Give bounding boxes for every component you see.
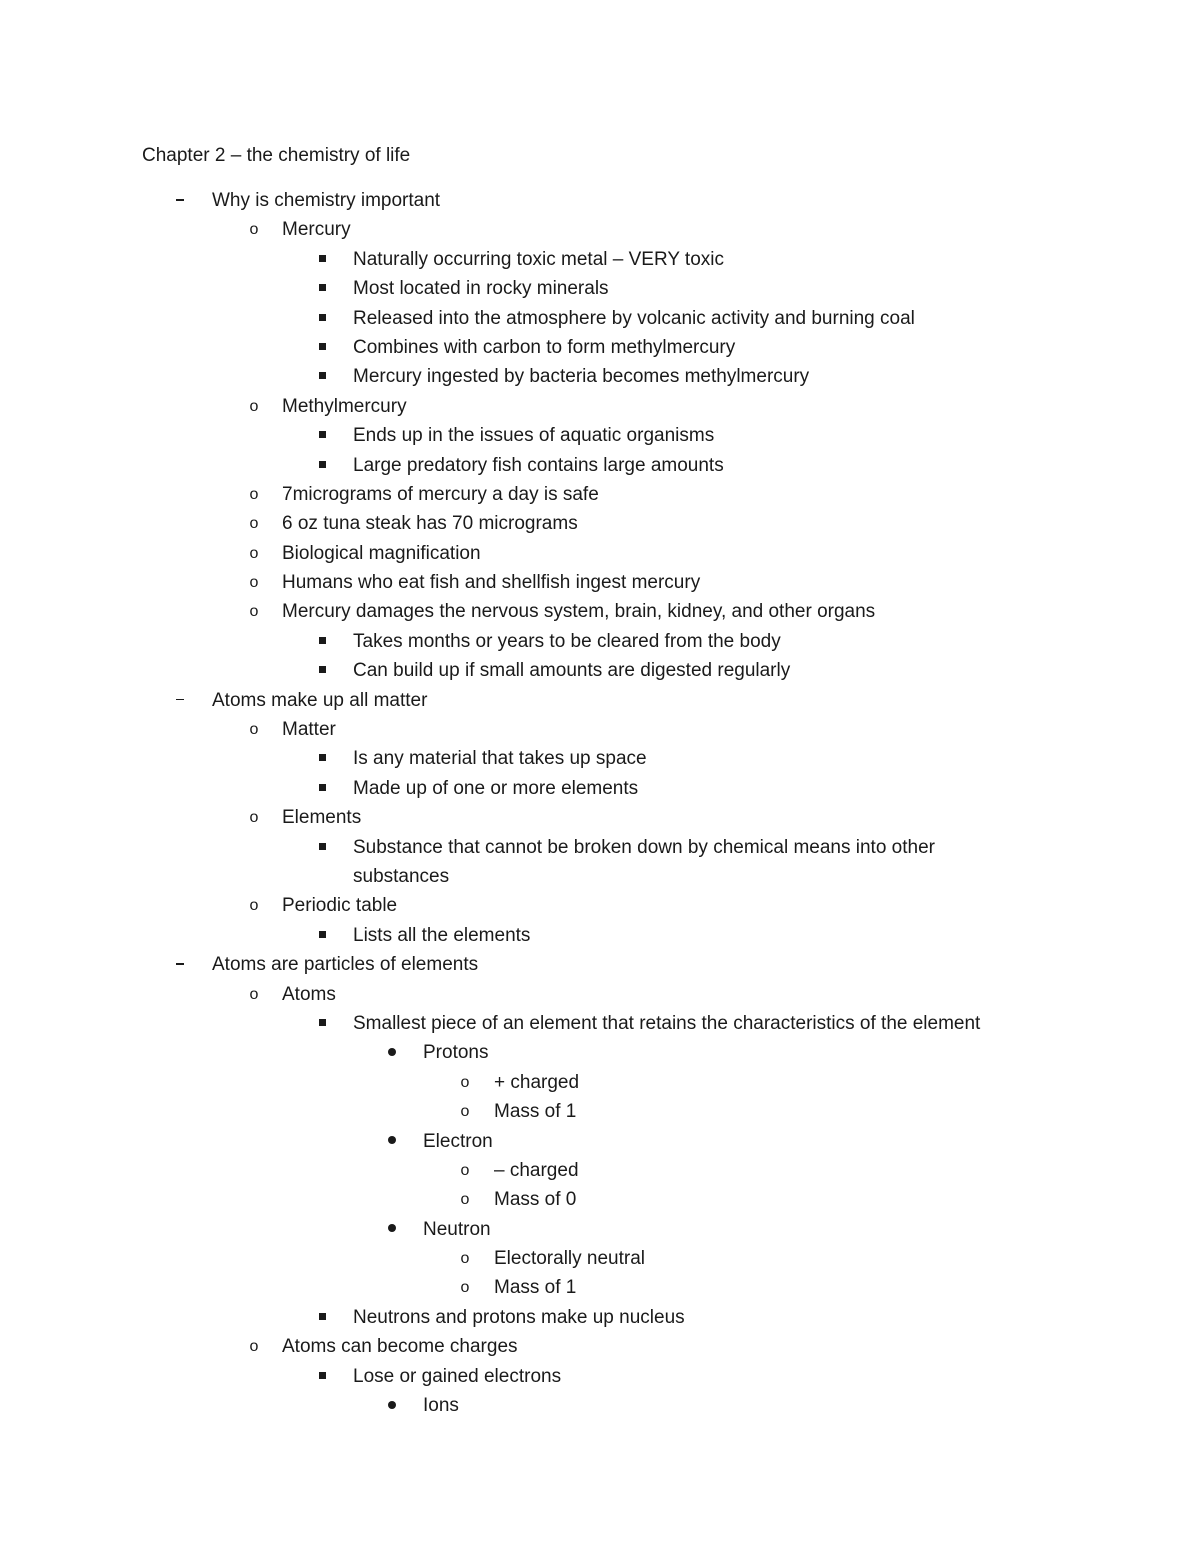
outline-item-level-3 (0, 1362, 1200, 1391)
outline-item-level-3 (0, 333, 1200, 362)
outline-item-level-2 (0, 480, 1200, 509)
page-title: Chapter 2 – the chemistry of life (142, 145, 411, 166)
outline-item-text: Can build up if small amounts are digested regularly (353, 660, 791, 682)
outline-item-text: Atoms (282, 983, 336, 1005)
outline-item-level-4 (0, 1038, 1200, 1067)
outline-item-text: Neutrons and protons make up nucleus (353, 1306, 685, 1328)
outline-item-level-1 (0, 950, 1200, 979)
square-bullet-icon (310, 921, 334, 950)
outline-item-level-2 (0, 803, 1200, 832)
hollow-o-bullet-icon: o (460, 1279, 470, 1297)
outline-item-text: Combines with carbon to form methylmercury (353, 336, 736, 358)
outline-item-level-2 (0, 509, 1200, 538)
outline-item-text: Made up of one or more elements (353, 777, 639, 799)
outline-item-level-3 (0, 451, 1200, 480)
outline-item-text: Mass of 1 (494, 1277, 577, 1299)
square-bullet-icon (310, 833, 334, 862)
outline-item-level-2 (0, 715, 1200, 744)
notes-outline (0, 186, 1200, 1420)
outline-item-level-3 (0, 744, 1200, 773)
outline-item-level-5 (0, 1244, 1200, 1273)
dash-bullet-icon (168, 186, 192, 215)
outline-item-level-5 (0, 1156, 1200, 1185)
outline-item-level-1 (0, 686, 1200, 715)
hollow-o-bullet-icon: o (460, 1250, 470, 1268)
outline-item-text: Mass of 1 (494, 1101, 577, 1123)
outline-item-text: Lists all the elements (353, 924, 531, 946)
outline-item-text: Matter (282, 719, 336, 741)
outline-item-level-2 (0, 215, 1200, 244)
outline-item-level-3 (0, 245, 1200, 274)
outline-item-text: Elements (282, 807, 362, 829)
square-bullet-icon (310, 362, 334, 391)
hollow-o-bullet-icon: o (460, 1103, 470, 1121)
outline-item-text: Atoms are particles of elements (212, 954, 479, 976)
outline-item-text: Most located in rocky minerals (353, 278, 609, 300)
outline-item-text: Is any material that takes up space (353, 748, 647, 770)
outline-item-text: Ends up in the issues of aquatic organisms (353, 425, 715, 447)
outline-item-text: Electron (423, 1130, 493, 1152)
outline-item-text: Atoms can become charges (282, 1336, 518, 1358)
hollow-o-bullet-icon: o (249, 544, 259, 562)
square-bullet-icon (310, 1009, 334, 1038)
outline-item-text: + charged (494, 1071, 580, 1093)
outline-item-level-2 (0, 568, 1200, 597)
outline-item-level-3 (0, 833, 1200, 892)
outline-item-level-5 (0, 1068, 1200, 1097)
hollow-o-bullet-icon: o (460, 1191, 470, 1209)
outline-item-text: Ions (423, 1395, 459, 1417)
square-bullet-icon (310, 245, 334, 274)
outline-item-level-4 (0, 1127, 1200, 1156)
outline-item-text: Neutron (423, 1218, 491, 1240)
outline-item-level-5 (0, 1185, 1200, 1214)
square-bullet-icon (310, 1362, 334, 1391)
outline-item-text: Lose or gained electrons (353, 1365, 562, 1387)
outline-item-level-2 (0, 980, 1200, 1009)
outline-item-text: 7micrograms of mercury a day is safe (282, 483, 599, 505)
square-bullet-icon (310, 451, 334, 480)
outline-item-text: Naturally occurring toxic metal – VERY toxic (353, 248, 725, 270)
outline-item-level-5 (0, 1273, 1200, 1302)
outline-item-level-3 (0, 421, 1200, 450)
outline-item-level-1 (0, 186, 1200, 215)
outline-item-level-5 (0, 1097, 1200, 1126)
dash-bullet-icon (168, 686, 192, 715)
outline-item-text: Humans who eat fish and shellfish ingest mercury (282, 572, 701, 594)
outline-item-level-3 (0, 921, 1200, 950)
hollow-o-bullet-icon: o (249, 897, 259, 915)
outline-item-level-2 (0, 891, 1200, 920)
round-bullet-icon (380, 1127, 404, 1156)
hollow-o-bullet-icon: o (249, 985, 259, 1003)
hollow-o-bullet-icon: o (249, 1338, 259, 1356)
outline-item-text: Why is chemistry important (212, 190, 441, 211)
outline-item-text: Substance that cannot be broken down by chemical means into other substances (353, 836, 935, 887)
square-bullet-icon (310, 333, 334, 362)
outline-item-text: Mercury ingested by bacteria becomes methylmercury (353, 366, 810, 388)
square-bullet-icon (310, 627, 334, 656)
outline-item-text: Methylmercury (282, 395, 407, 417)
hollow-o-bullet-icon: o (460, 1073, 470, 1091)
square-bullet-icon (310, 656, 334, 685)
outline-item-text: 6 oz tuna steak has 70 micrograms (282, 513, 578, 535)
outline-item-text: Biological magnification (282, 542, 481, 564)
outline-item-text: Periodic table (282, 895, 398, 917)
hollow-o-bullet-icon: o (249, 809, 259, 827)
outline-item-level-2 (0, 539, 1200, 568)
outline-item-text: Smallest piece of an element that retains the characteristics of the element (353, 1012, 981, 1034)
outline-item-text: Protons (423, 1042, 489, 1064)
outline-item-level-3 (0, 656, 1200, 685)
outline-item-level-3 (0, 627, 1200, 656)
outline-item-text: Mercury damages the nervous system, brain, kidney, and other organs (282, 601, 876, 623)
hollow-o-bullet-icon: o (249, 603, 259, 621)
hollow-o-bullet-icon: o (249, 721, 259, 739)
hollow-o-bullet-icon: o (249, 485, 259, 503)
outline-item-text: Takes months or years to be cleared from the body (353, 630, 781, 652)
outline-item-level-2 (0, 597, 1200, 626)
hollow-o-bullet-icon: o (249, 515, 259, 533)
dash-bullet-icon (168, 950, 192, 979)
outline-item-level-3 (0, 1009, 1200, 1038)
outline-item-level-2 (0, 392, 1200, 421)
outline-item-level-2 (0, 1332, 1200, 1361)
outline-item-level-3 (0, 1303, 1200, 1332)
outline-item-level-3 (0, 774, 1200, 803)
square-bullet-icon (310, 1303, 334, 1332)
outline-item-level-3 (0, 362, 1200, 391)
outline-item-level-4 (0, 1215, 1200, 1244)
round-bullet-icon (380, 1391, 404, 1420)
outline-item-text: Electorally neutral (494, 1248, 646, 1270)
outline-item-text: Released into the atmosphere by volcanic activity and burning coal (353, 307, 915, 329)
square-bullet-icon (310, 774, 334, 803)
round-bullet-icon (380, 1215, 404, 1244)
hollow-o-bullet-icon: o (249, 397, 259, 415)
square-bullet-icon (310, 304, 334, 333)
square-bullet-icon (310, 421, 334, 450)
square-bullet-icon (310, 744, 334, 773)
hollow-o-bullet-icon: o (249, 574, 259, 592)
outline-item-level-3 (0, 304, 1200, 333)
outline-item-text: Atoms make up all matter (212, 689, 428, 711)
outline-item-level-4 (0, 1391, 1200, 1420)
square-bullet-icon (310, 274, 334, 303)
outline-item-text: – charged (494, 1159, 579, 1181)
outline-item-text: Mass of 0 (494, 1189, 577, 1211)
outline-item-level-3 (0, 274, 1200, 303)
hollow-o-bullet-icon: o (249, 221, 259, 239)
round-bullet-icon (380, 1038, 404, 1067)
outline-item-text: Mercury (282, 219, 351, 241)
outline-item-text: Large predatory fish contains large amounts (353, 454, 724, 476)
hollow-o-bullet-icon: o (460, 1161, 470, 1179)
